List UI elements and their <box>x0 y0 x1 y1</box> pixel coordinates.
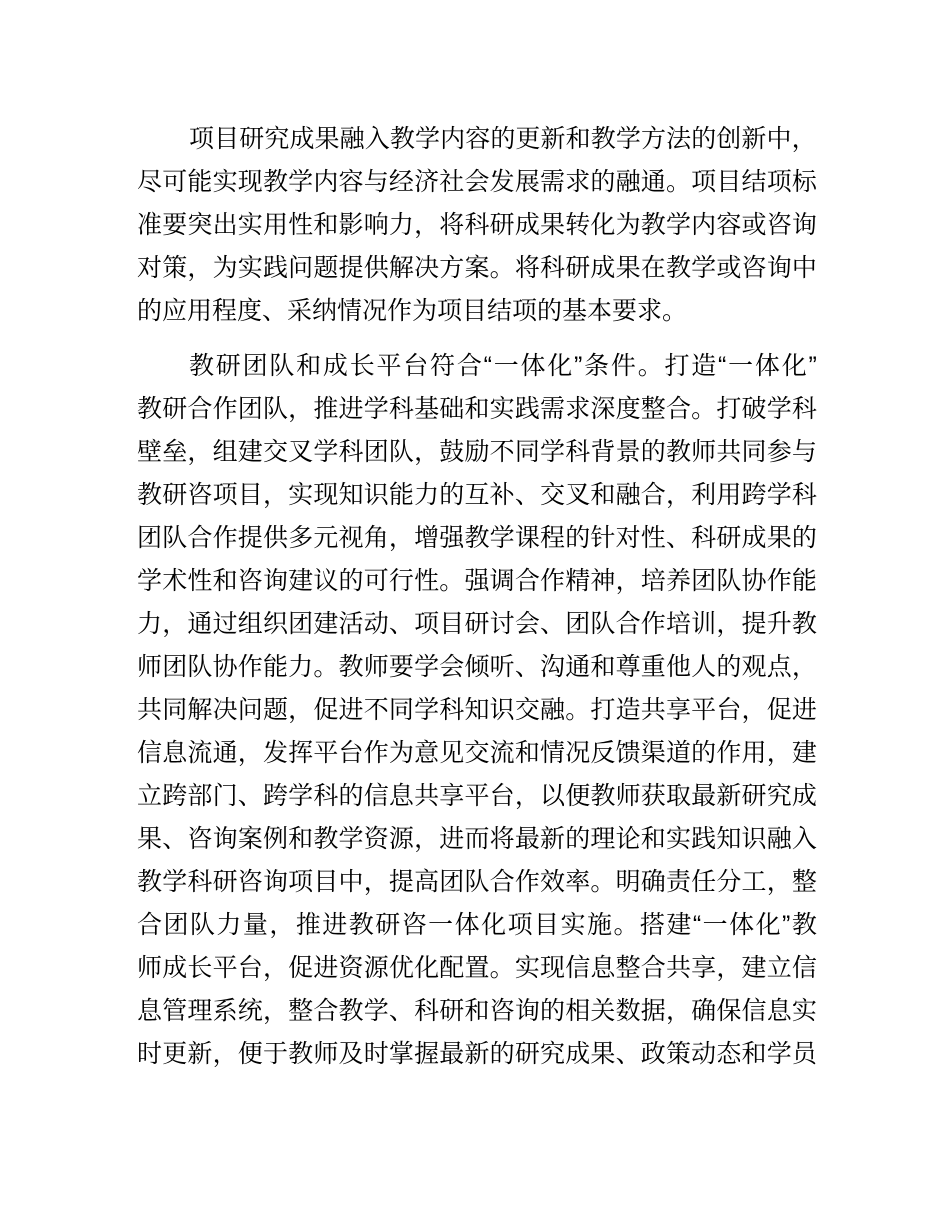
paragraph-2 <box>137 345 817 1076</box>
text-line: 信 息 流 通 ， 发 挥 平 台 作 为 意 见 交 流 和 情 况 反 馈 渠 道 的 作 用 ， 建 <box>137 739 817 767</box>
text-line: 教 学 科 研 咨 询 项 目 中 ， 提 高 团 队 合 作 效 率 。 明 确 责 任 分 工 ， 整 <box>137 868 817 896</box>
paragraph-1 <box>137 118 817 333</box>
text-line: 对 策 ， 为 实 践 问 题 提 供 解 决 方 案 。 将 科 研 成 果 在 教 学 或 咨 询 中 <box>137 254 817 282</box>
text-line: 尽 可 能 实 现 教 学 内 容 与 经 济 社 会 发 展 需 求 的 融 通 。 项 目 结 项 标 <box>137 168 817 196</box>
text-line: 合 团 队 力 量 ， 推 进 教 研 咨 一 体 化 项 目 实 施 。 搭 建 “ 一 体 化 ” 教 <box>137 911 817 939</box>
text-line: 共 同 解 决 问 题 ， 促 进 不 同 学 科 知 识 交 融 。 打 造 共 享 平 台 ， 促 进 <box>137 696 817 724</box>
text-line: 教 研 咨 项 目 ， 实 现 知 识 能 力 的 互 补 、 交 叉 和 融 合 ， 利 用 跨 学 科 <box>137 481 817 509</box>
text-line: 准 要 突 出 实 用 性 和 影 响 力 ， 将 科 研 成 果 转 化 为 教 学 内 容 或 咨 询 <box>137 211 817 239</box>
text-line: 学 术 性 和 咨 询 建 议 的 可 行 性 。 强 调 合 作 精 神 ， 培 养 团 队 协 作 能 <box>137 567 817 595</box>
text-line: 息 管 理 系 统 ， 整 合 教 学 、 科 研 和 咨 询 的 相 关 数 据 ， 确 保 信 息 实 <box>137 997 817 1025</box>
text-line: 力 ， 通 过 组 织 团 建 活 动 、 项 目 研 讨 会 、 团 队 合 作 培 训 ， 提 升 教 <box>137 610 817 638</box>
text-line: 果 、 咨 询 案 例 和 教 学 资 源 ， 进 而 将 最 新 的 理 论 和 实 践 知 识 融 入 <box>137 825 817 853</box>
text-line: 的应用程度、采纳情况作为项目结项的基本要求。 <box>137 297 688 325</box>
document-body <box>137 118 817 1076</box>
text-line: 师 成 长 平 台 ， 促 进 资 源 优 化 配 置 。 实 现 信 息 整 合 共 享 ， 建 立 信 <box>137 954 817 982</box>
text-line: 立 跨 部 门 、 跨 学 科 的 信 息 共 享 平 台 ， 以 便 教 师 获 取 最 新 研 究 成 <box>137 782 817 810</box>
text-line: 教 研 团 队 和 成 长 平 台 符 合 “ 一 体 化 ” 条 件 。 打 造 “ 一 体 化 ” <box>189 352 817 380</box>
text-line: 项 目 研 究 成 果 融 入 教 学 内 容 的 更 新 和 教 学 方 法 的 创 新 中 ， <box>189 125 817 153</box>
text-line: 团 队 合 作 提 供 多 元 视 角 ， 增 强 教 学 课 程 的 针 对 性 、 科 研 成 果 的 <box>137 524 817 552</box>
text-line: 师 团 队 协 作 能 力 。 教 师 要 学 会 倾 听 、 沟 通 和 尊 重 他 人 的 观 点 ， <box>137 653 817 681</box>
text-line: 壁 垒 ， 组 建 交 叉 学 科 团 队 ， 鼓 励 不 同 学 科 背 景 的 教 师 共 同 参 与 <box>137 438 817 466</box>
text-line: 教 研 合 作 团 队 ， 推 进 学 科 基 础 和 实 践 需 求 深 度 整 合 。 打 破 学 科 <box>137 395 817 423</box>
text-line: 时 更 新 ， 便 于 教 师 及 时 掌 握 最 新 的 研 究 成 果 、 政 策 动 态 和 学 员 <box>137 1040 817 1068</box>
